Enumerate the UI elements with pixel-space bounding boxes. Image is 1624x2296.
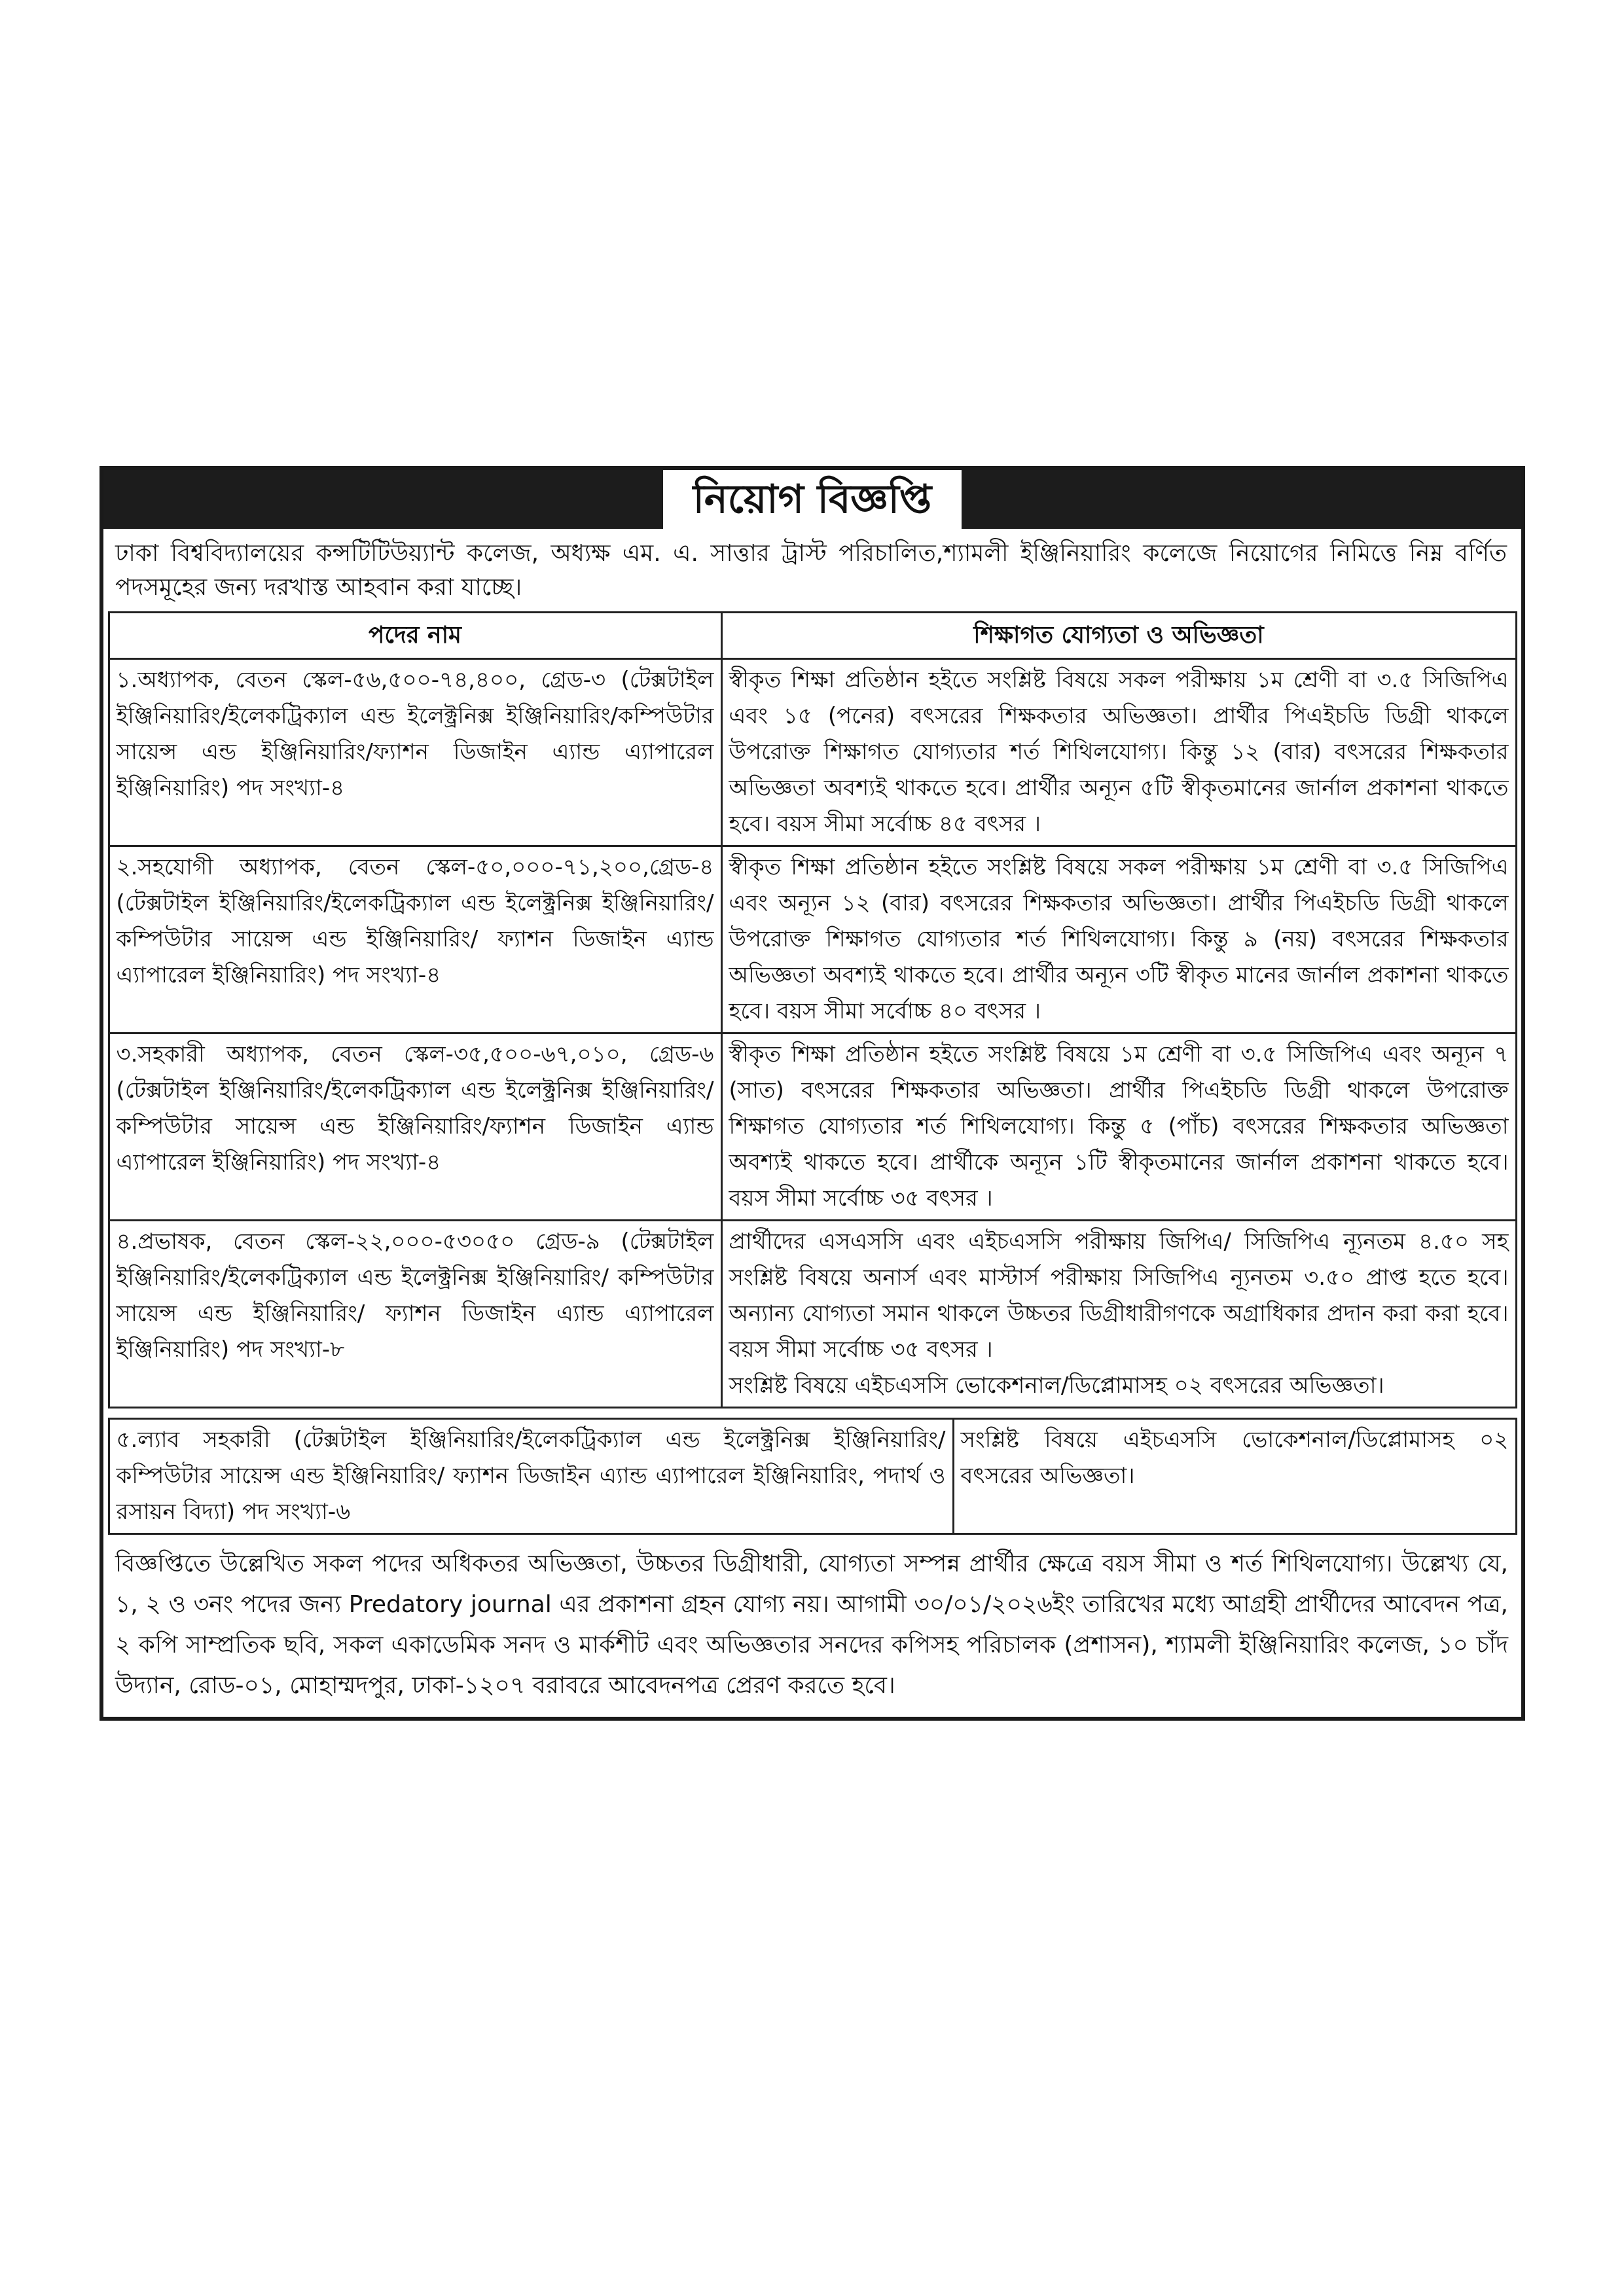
post-cell: ১.অধ্যাপক, বেতন স্কেল-৫৬,৫০০-৭৪,৪০০, গ্রেড-৩ (টেক্সটাইল ইঞ্জিনিয়ারিং/ইলেকট্রিক্যাল এন্ড ইলেক্ট্রনিক্স ইঞ্জিনিয়ারিং/কম্পিউটার সায়েন্স এন্ড ইঞ্জিনিয়ারিং/ফ্যাশন ডিজাইন এ্যান্ড এ্যাপারেল ইঞ্জিনিয়ারিং) পদ সংখ্যা-৪ [109, 659, 721, 846]
table-row [109, 659, 1516, 846]
qualification-cell: সংশ্লিষ্ট বিষয়ে এইচএসসি ভোকেশনাল/ডিপ্লোমাসহ ০২ বৎসরের অভিজ্ঞতা। [953, 1419, 1516, 1534]
post-cell: ৩.সহকারী অধ্যাপক, বেতন স্কেল-৩৫,৫০০-৬৭,০১০, গ্রেড-৬ (টেক্সটাইল ইঞ্জিনিয়ারিং/ইলেকট্রিক্যাল এন্ড ইলেক্ট্রনিক্স ইঞ্জিনিয়ারিং/কম্পিউটার সায়েন্স এন্ড ইঞ্জিনিয়ারিং/ফ্যাশন ডিজাইন এ্যান্ড এ্যাপারেল ইঞ্জিনিয়ারিং) পদ সংখ্যা-৪ [109, 1033, 721, 1221]
qualification-cell [721, 1221, 1516, 1408]
lab-assistant-table [108, 1418, 1517, 1535]
qualification-text: প্রার্থীদের এসএসসি এবং এইচএসসি পরীক্ষায় জিপিএ/ সিজিপিএ ন্যূনতম ৪.৫০ সহ সংশ্লিষ্ট বিষয়ে অনার্স এবং মাস্টার্স পরীক্ষায় সিজিপিএ ন্যূনতম ৩.৫০ প্রাপ্ত হতে হবে। অন্যান্য যোগ্যতা সমান থাকলে উচ্চতর ডিগ্রীধারীগণকে অগ্রাধিকার প্রদান করা করা হবে। বয়স সীমা সর্বোচ্চ ৩৫ বৎসর । [729, 1229, 1509, 1363]
footer-text: বিজ্ঞপ্তিতে উল্লেখিত সকল পদের অধিকতর অভিজ্ঞতা, উচ্চতর ডিগ্রীধারী, যোগ্যতা সম্পন্ন প্রার্থীর ক্ষেত্রে বয়স সীমা ও শর্ত শিথিলযোগ্য। উল্লেখ্য যে, ১, ২ ও ৩নং পদের জন্য Predatory journal এর প্রকাশনা গ্রহন যোগ্য নয়। আগামী ৩০/০১/২০২৬ইং তারিখের মধ্যে আগ্রহী প্রার্থীদের আবেদন পত্র, ২ কপি সাম্প্রতিক ছবি, সকল একাডেমিক সনদ ও মার্কশীট এবং অভিজ্ঞতার সনদের কপিসহ পরিচালক (প্রশাসন), শ্যামলী ইঞ্জিনিয়ারিং কলেজ, ১০ চাঁদ উদ্যান, রোড-০১, মোহাম্মদপুর, ঢাকা-১২০৭ বরাবরে আবেদনপত্র প্রেরণ করতে হবে। [115, 1551, 1508, 1699]
header-qualification: শিক্ষাগত যোগ্যতা ও অভিজ্ঞতা [721, 613, 1516, 659]
job-notice [99, 466, 1525, 1721]
qualification-cell: স্বীকৃত শিক্ষা প্রতিষ্ঠান হইতে সংশ্লিষ্ট বিষয়ে সকল পরীক্ষায় ১ম শ্রেণী বা ৩.৫ সিজিপিএ এবং অন্যূন ১২ (বার) বৎসরের শিক্ষকতার অভিজ্ঞতা। প্রার্থীর পিএইচডি ডিগ্রী থাকলে উপরোক্ত শিক্ষাগত যোগ্যতার শর্ত শিথিলযোগ্য। কিন্তু ৯ (নয়) বৎসরের শিক্ষকতার অভিজ্ঞতা অবশ্যই থাকতে হবে। প্রার্থীর অন্যূন ৩টি স্বীকৃত মানের জার্নাল প্রকাশনা থাকতে হবে। বয়স সীমা সর্বোচ্চ ৪০ বৎসর । [721, 846, 1516, 1033]
table-row [109, 846, 1516, 1033]
table-row [109, 1419, 1516, 1534]
qualification-extra: সংশ্লিষ্ট বিষয়ে এইচএসসি ভোকেশনাল/ডিপ্লোমাসহ ০২ বৎসরের অভিজ্ঞতা। [729, 1372, 1384, 1399]
post-cell: ৪.প্রভাষক, বেতন স্কেল-২২,০০০-৫৩০৫০ গ্রেড-৯ (টেক্সটাইল ইঞ্জিনিয়ারিং/ইলেকট্রিক্যাল এন্ড ইলেক্ট্রনিক্স ইঞ্জিনিয়ারিং/ কম্পিউটার সায়েন্স এন্ড ইঞ্জিনিয়ারিং/ ফ্যাশন ডিজাইন এ্যান্ড এ্যাপারেল ইঞ্জিনিয়ারিং) পদ সংখ্যা-৮ [109, 1221, 721, 1408]
header-post-name: পদের নাম [109, 613, 721, 659]
positions-table [108, 611, 1517, 1408]
post-cell: ৫.ল্যাব সহকারী (টেক্সটাইল ইঞ্জিনিয়ারিং/ইলেকট্রিক্যাল এন্ড ইলেক্ট্রনিক্স ইঞ্জিনিয়ারিং/ কম্পিউটার সায়েন্স এন্ড ইঞ্জিনিয়ারিং/ ফ্যাশন ডিজাইন এ্যান্ড এ্যাপারেল ইঞ্জিনিয়ারিং, পদার্থ ও রসায়ন বিদ্যা) পদ সংখ্যা-৬ [109, 1419, 953, 1534]
title-bar [103, 470, 1521, 529]
table-row [109, 1221, 1516, 1408]
intro-text: ঢাকা বিশ্ববিদ্যালয়ের কন্সটিটিউয়্যান্ট কলেজ, অধ্যক্ষ এম. এ. সাত্তার ট্রাস্ট পরিচালিত,শ্যামলী ইঞ্জিনিয়ারিং কলেজে নিয়োগের নিমিত্তে নিম্ন বর্ণিত পদসমূহের জন্য দরখাস্ত আহবান করা যাচ্ছে। [115, 540, 1507, 601]
notice-title: নিয়োগ বিজ্ঞপ্তি [663, 470, 962, 529]
qualification-cell: স্বীকৃত শিক্ষা প্রতিষ্ঠান হইতে সংশ্লিষ্ট বিষয়ে ১ম শ্রেণী বা ৩.৫ সিজিপিএ এবং অন্যূন ৭ (সাত) বৎসরের শিক্ষকতার অভিজ্ঞতা। প্রার্থীর পিএইচডি ডিগ্রী থাকলে উপরোক্ত শিক্ষাগত যোগ্যতার শর্ত শিথিলযোগ্য। কিন্তু ৫ (পাঁচ) বৎসরের শিক্ষকতার অভিজ্ঞতা অবশ্যই থাকতে হবে। প্রার্থীকে অন্যূন ১টি স্বীকৃতমানের জার্নাল প্রকাশনা থাকতে হবে। বয়স সীমা সর্বোচ্চ ৩৫ বৎসর । [721, 1033, 1516, 1221]
table-row [109, 1033, 1516, 1221]
table-header-row [109, 613, 1516, 659]
post-cell: ২.সহযোগী অধ্যাপক, বেতন স্কেল-৫০,০০০-৭১,২০০,গ্রেড-৪ (টেক্সটাইল ইঞ্জিনিয়ারিং/ইলেকট্রিক্যাল এন্ড ইলেক্ট্রনিক্স ইঞ্জিনিয়ারিং/কম্পিউটার সায়েন্স এন্ড ইঞ্জিনিয়ারিং/ ফ্যাশন ডিজাইন এ্যান্ড এ্যাপারেল ইঞ্জিনিয়ারিং) পদ সংখ্যা-৪ [109, 846, 721, 1033]
qualification-cell: স্বীকৃত শিক্ষা প্রতিষ্ঠান হইতে সংশ্লিষ্ট বিষয়ে সকল পরীক্ষায় ১ম শ্রেণী বা ৩.৫ সিজিপিএ এবং ১৫ (পনের) বৎসরের শিক্ষকতার অভিজ্ঞতা। প্রার্থীর পিএইচডি ডিগ্রী থাকলে উপরোক্ত শিক্ষাগত যোগ্যতার শর্ত শিথিলযোগ্য। কিন্তু ১২ (বার) বৎসরের শিক্ষকতার অভিজ্ঞতা অবশ্যই থাকতে হবে। প্রার্থীর অন্যূন ৫টি স্বীকৃতমানের জার্নাল প্রকাশনা থাকতে হবে। বয়স সীমা সর্বোচ্চ ৪৫ বৎসর । [721, 659, 1516, 846]
